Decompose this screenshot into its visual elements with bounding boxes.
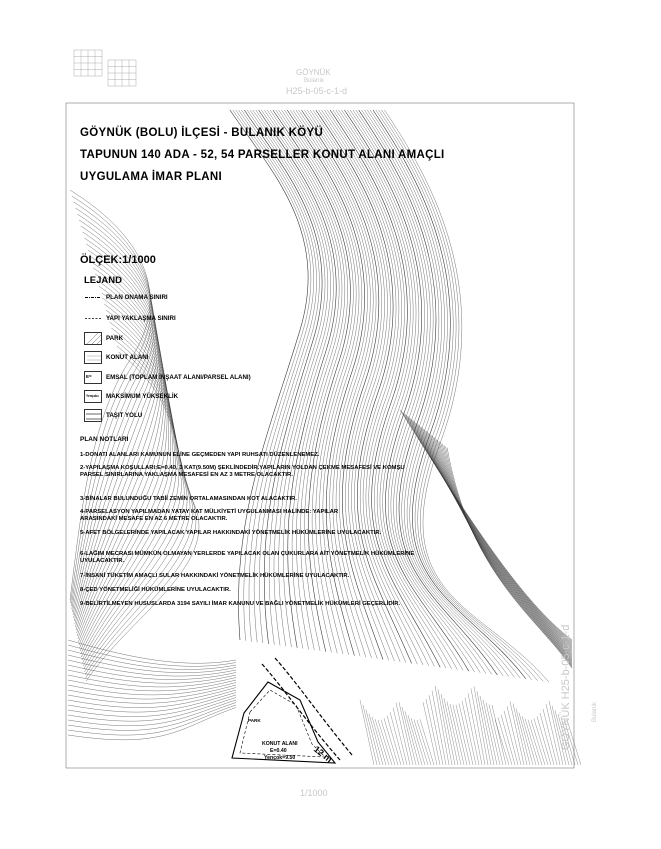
legend-item-setback: [84, 312, 304, 326]
plan-note: 8-ÇED YÖNETMELİĞİ HÜKÜMLERİNE UYULACAKTIR.: [80, 587, 231, 593]
hatch-line: [393, 708, 407, 765]
plan-note: 4-PARSELASYON YAPILMADAN YATAY KAT MÜLKİYETİ UYGULANMASI HALİNDE: YAPILAR ARASINDAKİ MESAFE EN AZ 6 METRE OLACAKTIR.: [80, 509, 339, 522]
contour-line: [68, 688, 236, 704]
emsal-symbol-text: E=: [86, 374, 92, 379]
contour-line: [441, 443, 572, 665]
max-height-symbol-text: Yençok=: [86, 394, 100, 398]
park-map-label: PARK: [248, 718, 261, 723]
hatch-line: [492, 705, 506, 765]
park-hatch-symbol: [84, 332, 102, 345]
residential-area-symbol: [84, 351, 102, 364]
faint-bottom-scale: 1/1000: [300, 788, 328, 798]
hatch-line: [537, 716, 551, 765]
plan-note: 7-İNSANİ TÜKETİM AMAÇLI SULAR HAKKINDAKİ YÖNETMELİK HÜKÜMLERİNE UYULACAKTIR.: [80, 573, 350, 579]
hatch-line: [480, 696, 494, 765]
legend-item-road: [84, 409, 304, 423]
hatch-line: [450, 704, 464, 765]
hatch-line: [447, 701, 461, 765]
plan-notes-heading: PLAN NOTLARI: [80, 436, 129, 443]
contour-line: [68, 645, 236, 666]
hatch-line: [531, 720, 545, 765]
hatch-line: [465, 697, 479, 765]
contour-line: [68, 675, 236, 687]
hatch-line: [489, 704, 503, 765]
legend-heading: LEJAND: [84, 275, 123, 286]
hatch-line: [471, 688, 485, 765]
hatch-line: [396, 703, 410, 765]
hatch-line: [543, 709, 557, 765]
hatch-line: [384, 718, 398, 765]
hatch-line: [501, 715, 515, 765]
legend-item-plan-boundary: [84, 291, 304, 305]
legend-item-park: [84, 332, 304, 346]
hatch-line: [507, 706, 521, 765]
hatch-line: [456, 705, 470, 765]
faint-side-village: Bulanık: [592, 701, 598, 722]
hatch-line: [381, 720, 395, 765]
hatch-line: [534, 719, 548, 765]
hatch-line: [540, 713, 554, 765]
hatch-line: [486, 703, 500, 765]
legend-label: YAPI YAKLAŞMA SINIRI: [106, 315, 176, 322]
faint-sheet-code: H25-b-05-c-1-d: [286, 86, 348, 96]
emsal-map-label: E=0.40: [270, 748, 287, 754]
hatch-line: [441, 694, 455, 765]
hatch-line: [372, 717, 386, 765]
contour-line: [322, 110, 424, 665]
hatch-line: [375, 719, 389, 765]
contour-line: [421, 427, 572, 653]
legend-item-emsal: [84, 371, 304, 385]
sheet-index-grid: [74, 50, 136, 86]
hatch-line: [378, 720, 392, 765]
hatch-line: [390, 712, 404, 765]
setback-line-symbol: [84, 312, 102, 325]
plan-note: 2-YAPILAŞMA KOŞULLARI:E=0.40, 3 KAT(9.50M) ŞEKLİNDEDİR.YAPILARIN YOLDAN ÇEKME MESAFESİ VE KOMŞU PARSEL SINIRLARINA YAKLAŞMA MESAFESİ EN AZ 3 METRE OLACAKTIR.: [80, 465, 405, 478]
contour-line: [423, 428, 572, 653]
faint-sheet-name: GÖYNÜK: [296, 68, 331, 77]
contour-line: [373, 110, 526, 679]
legend-label: MAKSİMUM YÜKSEKLİK: [106, 393, 179, 400]
road-width-label: 12 m: [311, 744, 335, 765]
hatch-line: [462, 701, 476, 765]
hatch-line: [432, 691, 446, 765]
faint-village-name: Bulanık: [304, 78, 325, 84]
hatch-line: [414, 720, 428, 765]
max-height-symbol: [84, 390, 102, 403]
legend-label: EMSAL (TOPLAM İNŞAAT ALANI/PARSEL ALANI): [106, 374, 251, 381]
legend-label: PLAN ONAMA SINIRI: [106, 294, 168, 301]
contour-line: [68, 703, 236, 731]
plan-note: 5-AFET BÖLGELERİNDE YAPILACAK YAPILAR HAKKINDAKİ YÖNETMELİK HÜKÜMLERİNE UYULACAKTIR.: [80, 530, 382, 536]
hatch-line: [435, 686, 449, 765]
legend-label: PARK: [106, 335, 124, 342]
hatch-line: [498, 718, 512, 765]
legend-label: TAŞIT YOLU: [106, 412, 143, 419]
hatch-line: [477, 691, 491, 765]
contour-line: [68, 693, 236, 713]
plan-note: 6-LAĞIM MECRASI MÜMKÜN OLMAYAN YERLERDE YAPILACAK OLAN ÇUKURLARA AİT YÖNETMELİK HÜKÜMLERİNE UYULACAKTIR.: [80, 551, 415, 564]
hatch-line: [525, 719, 539, 765]
emsal-symbol: [84, 371, 102, 384]
rocky-hatch-area: [360, 686, 581, 765]
plan-title-line-2: TAPUNUN 140 ADA - 52, 54 PARSELLER KONUT ALANI AMAÇLI: [80, 149, 445, 161]
contour-line: [68, 680, 236, 691]
plan-title-line-3: UYGULAMA İMAR PLANI: [80, 171, 222, 183]
hatch-line: [411, 718, 425, 765]
contour-line: [68, 655, 236, 673]
hatch-line: [546, 704, 560, 765]
hatch-line: [468, 693, 482, 765]
boundary-dashed-symbol: [84, 291, 102, 304]
contour-line: [376, 110, 532, 680]
contour-lines: [68, 110, 572, 740]
hatch-line: [483, 700, 497, 765]
hatch-line: [459, 703, 473, 765]
vehicle-road-symbol: [84, 409, 102, 422]
hatch-line: [438, 689, 452, 765]
plan-note: 1-DONATI ALANLARI KAMUNUN ELİNE GEÇMEDEN YAPI RUHSATI DÜZENLENEMEZ.: [80, 452, 320, 458]
contour-line: [324, 110, 428, 666]
contour-line: [444, 445, 572, 666]
hatch-line: [510, 701, 524, 765]
contour-line: [68, 670, 236, 683]
scale-label: ÖLÇEK:1/1000: [80, 254, 156, 266]
plan-note: 3-BİNALAR BULUNDUĞU TABİİ ZEMİN ORTALAMASINDAN KOT ALACAKTIR.: [80, 496, 297, 502]
plan-title-line-1: GÖYNÜK (BOLU) İLÇESİ - BULANIK KÖYÜ: [80, 127, 324, 139]
contour-line: [420, 426, 573, 652]
legend-label: KONUT ALANI: [106, 354, 149, 361]
faint-side-code: GÖYNÜK H25-b-05-c-1-d: [560, 624, 572, 750]
hatch-line: [426, 699, 440, 765]
legend-item-residential: [84, 351, 304, 365]
height-map-label: Yençok=9.50: [264, 755, 296, 761]
plan-note: 9-BELİRTİLMEYEN HUSUSLARDA 3194 SAYILI İMAR KANUNU VE BAĞLI YÖNETMELİK HÜKÜMLERİ GEÇERLİDİR.: [80, 601, 401, 607]
contour-line: [68, 683, 236, 695]
hatch-line: [504, 711, 518, 765]
hatch-line: [495, 719, 509, 765]
legend-item-max-height: [84, 390, 304, 404]
hatch-line: [387, 716, 401, 765]
hatch-line: [417, 720, 431, 765]
zone-map-label: KONUT ALANI: [262, 741, 298, 747]
